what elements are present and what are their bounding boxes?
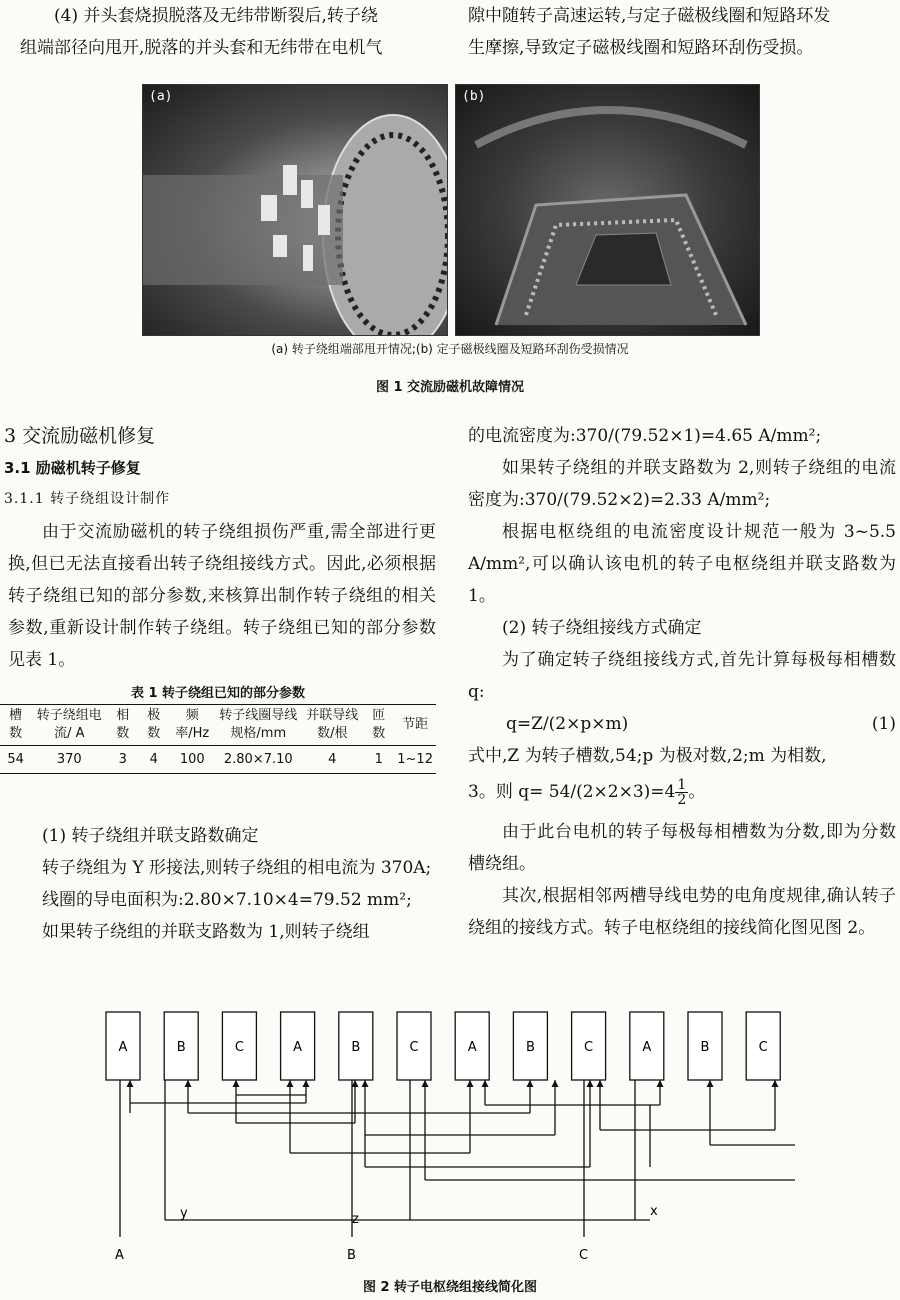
subsection-heading: 3.1 励磁机转子修复	[4, 459, 141, 477]
right-top-line1: 隙中随转子高速运转,与定子磁极线圈和短路环发	[468, 6, 831, 26]
left-paragraph-2: 转子绕组为 Y 形接法,则转子绕组的相电流为 370A;	[42, 858, 432, 878]
right-paragraph-4: 式中,Z 为转子槽数,54;p 为极对数,2;m 为相数,	[468, 746, 827, 766]
calc-fraction	[675, 778, 688, 807]
neutral-label-z: z	[352, 1212, 359, 1227]
table1-header: 转子线圈导线规格/mm	[219, 708, 298, 741]
left-column-lower	[8, 820, 436, 948]
coil-label: B	[700, 1040, 710, 1055]
coil-label: A	[467, 1040, 477, 1055]
coil-label: B	[351, 1040, 361, 1055]
table1-cell: 1	[374, 752, 383, 767]
left-top-line2: 组端部径向甩开,脱落的并头套和无纬带在电机气	[20, 38, 383, 58]
left-paragraph-4: 如果转子绕组的并联支路数为 1,则转子绕组	[42, 922, 370, 942]
calc-numerator: 1	[677, 777, 687, 793]
figure2-wiring-diagram	[90, 1005, 810, 1267]
stator-sketch	[456, 85, 759, 335]
right-top-text	[468, 0, 888, 64]
table1-header: 相数	[116, 708, 130, 741]
right-column	[468, 420, 896, 944]
formula: q=Z/(2×p×m)	[506, 714, 629, 734]
coil-label: A	[642, 1040, 652, 1055]
left-column	[4, 418, 436, 676]
right-paragraph-2: 根据电枢绕组的电流密度设计规范一般为 3~5.5 A/mm²,可以确认该电机的转子电枢绕组并联支路数为 1。	[468, 522, 896, 606]
terminal-label-b: B	[347, 1248, 356, 1263]
table1-header: 转子绕组电流/ A	[36, 708, 102, 741]
right-paragraph-3: 为了确定转子绕组接线方式,首先计算每极每相槽数 q:	[468, 650, 896, 702]
left-paragraph-1: 由于交流励磁机的转子绕组损伤严重,需全部进行更换,但已无法直接看出转子绕组接线方式。因此,必须根据转子绕组已知的部分参数,来核算出制作转子绕组的相关参数,重新设计制作转子绕组。转子绕组已知的部分参数见表 1。	[8, 522, 436, 670]
figure1-label-a: (a)	[149, 89, 173, 104]
table1-cell: 370	[56, 752, 82, 767]
coil-label: C	[409, 1040, 419, 1055]
coil-label: A	[118, 1040, 128, 1055]
figure1-title: 图 1 交流励磁机故障情况	[375, 380, 525, 395]
coil-label: B	[525, 1040, 535, 1055]
coil-label: C	[234, 1040, 244, 1055]
terminal-label-c: C	[579, 1248, 589, 1263]
wiring-lines	[120, 1080, 795, 1237]
table1-cell: 2.80×7.10	[223, 752, 293, 767]
table1	[0, 704, 436, 774]
table1-cell: 100	[179, 752, 205, 767]
table1-header: 节距	[402, 717, 429, 732]
coil-label: C	[584, 1040, 594, 1055]
figure1-label-b: (b)	[462, 89, 486, 104]
calc-denominator: 2	[677, 792, 687, 808]
table1-header: 槽数	[9, 708, 23, 741]
left-top-text	[20, 0, 436, 64]
rotor-sketch	[143, 85, 447, 335]
item2-heading: (2) 转子绕组接线方式确定	[502, 618, 702, 638]
section-heading: 3 交流励磁机修复	[4, 425, 156, 447]
item1-heading: (1) 转子绕组并联支路数确定	[42, 826, 259, 846]
right-paragraph-1: 如果转子绕组的并联支路数为 2,则转子绕组的电流密度为:370/(79.52×2)=2.33 A/mm²;	[468, 458, 896, 510]
figure2-title: 图 2 转子电枢绕组接线简化图	[362, 1280, 538, 1295]
table1-header: 匝数	[372, 708, 386, 741]
formula-number: (1)	[871, 714, 896, 734]
table1-header-row	[0, 705, 436, 746]
neutral-label-y: y	[180, 1206, 188, 1221]
right-paragraph-6: 其次,根据相邻两槽导线电势的电角度规律,确认转子绕组的接线方式。转子电枢绕组的接线简化图见图 2。	[468, 886, 896, 938]
table1-cell: 54	[7, 752, 24, 767]
formula-line	[468, 708, 896, 740]
subsubsection-heading: 3.1.1 转子绕组设计制作	[4, 491, 171, 507]
table1-row	[0, 746, 436, 774]
terminal-label-a: A	[115, 1248, 124, 1263]
table1-cell: 4	[328, 752, 337, 767]
table1-header: 极数	[147, 708, 161, 741]
calc-suffix: 。	[688, 782, 706, 802]
right-top-line2: 生摩擦,导致定子磁极线圈和短路环刮伤受损。	[468, 38, 814, 58]
calc-prefix: 3。则 q= 54/(2×2×3)=4	[468, 782, 676, 802]
table1-header: 频率/Hz	[175, 708, 210, 741]
right-paragraph-5: 由于此台电机的转子每极每相槽数为分数,即为分数槽绕组。	[468, 822, 896, 874]
coil-group	[106, 1012, 780, 1080]
left-top-line1: (4) 并头套烧损脱落及无纬带断裂后,转子绕	[54, 6, 378, 26]
right-line-1: 的电流密度为:370/(79.52×1)=4.65 A/mm²;	[468, 426, 822, 446]
calc-line	[468, 772, 896, 812]
table1-cell: 1~12	[397, 752, 433, 767]
coil-label: C	[758, 1040, 768, 1055]
table1-title: 表 1 转子绕组已知的部分参数	[130, 686, 306, 701]
table1-cell: 3	[118, 752, 127, 767]
coil-label: A	[293, 1040, 303, 1055]
neutral-label-x: x	[650, 1204, 658, 1219]
figure1-caption: (a) 转子绕组端部甩开情况;(b) 定子磁极线圈及短路环刮伤受损情况	[271, 342, 629, 356]
figure1-photo-b	[455, 84, 760, 336]
table1-cell: 4	[149, 752, 158, 767]
table1-header: 并联导线数/根	[306, 708, 359, 741]
arrow-heads	[127, 1080, 779, 1087]
coil-label: B	[176, 1040, 186, 1055]
left-paragraph-3: 线圈的导电面积为:2.80×7.10×4=79.52 mm²;	[42, 890, 412, 910]
figure1-photo-a	[142, 84, 448, 336]
